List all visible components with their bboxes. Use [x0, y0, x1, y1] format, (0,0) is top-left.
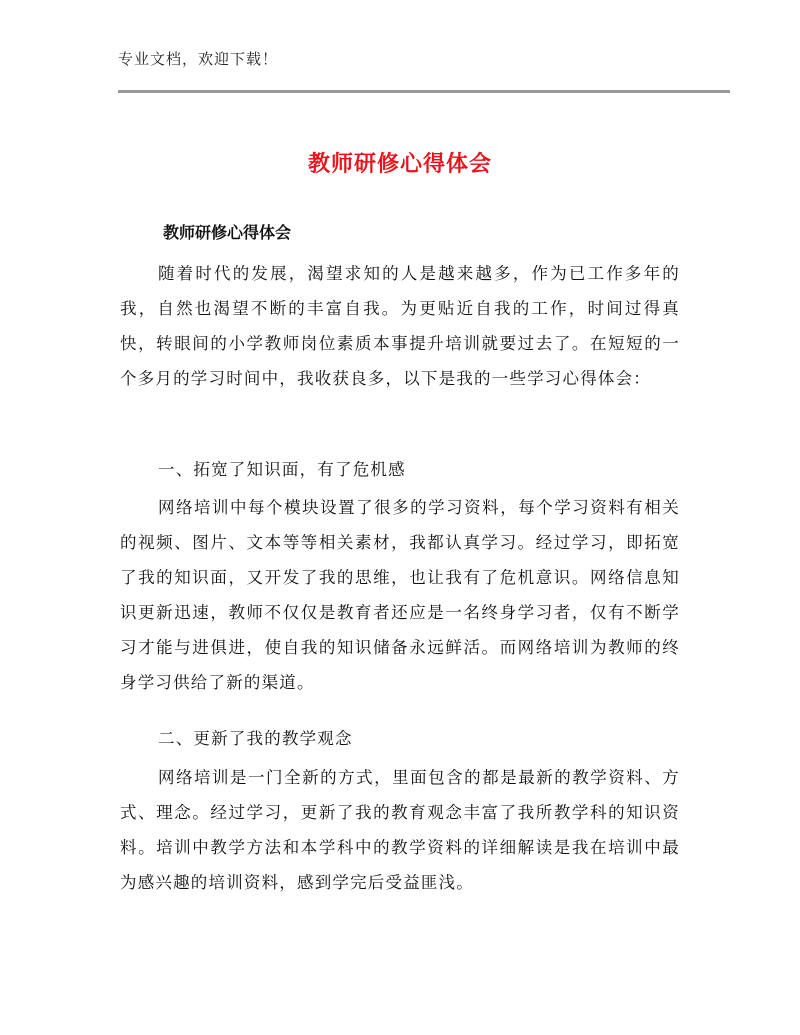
- intro-paragraph: 随着时代的发展，渴望求知的人是越来越多，作为已工作多年的我，自然也渴望不断的丰富自我。为更贴近自我的工作，时间过得真快，转眼间的小学教师岗位素质本事提升培训就要过去了。在短短的一个多月的学习时间中，我收获良多，以下是我的一些学习心得体会：: [120, 264, 680, 388]
- section-1-paragraph: 网络培训中每个模块设置了很多的学习资料，每个学习资料有相关的视频、图片、文本等等相关素材，我都认真学习。经过学习，即拓宽了我的知识面，又开发了我的思维，也让我有了危机意识。网络信息知识更新迅速，教师不仅仅是教育者还应是一名终身学习者，仅有不断学习才能与进俱进，使自我的知识储备永远鲜活。而网络培训为教师的终身学习供给了新的渠道。: [120, 498, 680, 692]
- section-heading-1: 一、拓宽了知识面，有了危机感: [158, 460, 406, 479]
- section-2-paragraph: 网络培训是一门全新的方式，里面包含的都是最新的教学资料、方式、理念。经过学习，更新了我的教育观念丰富了我所教学科的知识资料。培训中教学方法和本学科中的教学资料的详细解读是我在培训中最为感兴趣的培训资料，感到学完后受益匪浅。: [120, 768, 680, 892]
- document-subtitle: 教师研修心得体会: [163, 223, 292, 242]
- section-heading-2: 二、更新了我的教学观念: [158, 729, 353, 748]
- header-divider: [118, 90, 730, 93]
- document-title: 教师研修心得体会: [307, 152, 492, 177]
- page-header-text: 专业文档，欢迎下载！: [118, 50, 279, 68]
